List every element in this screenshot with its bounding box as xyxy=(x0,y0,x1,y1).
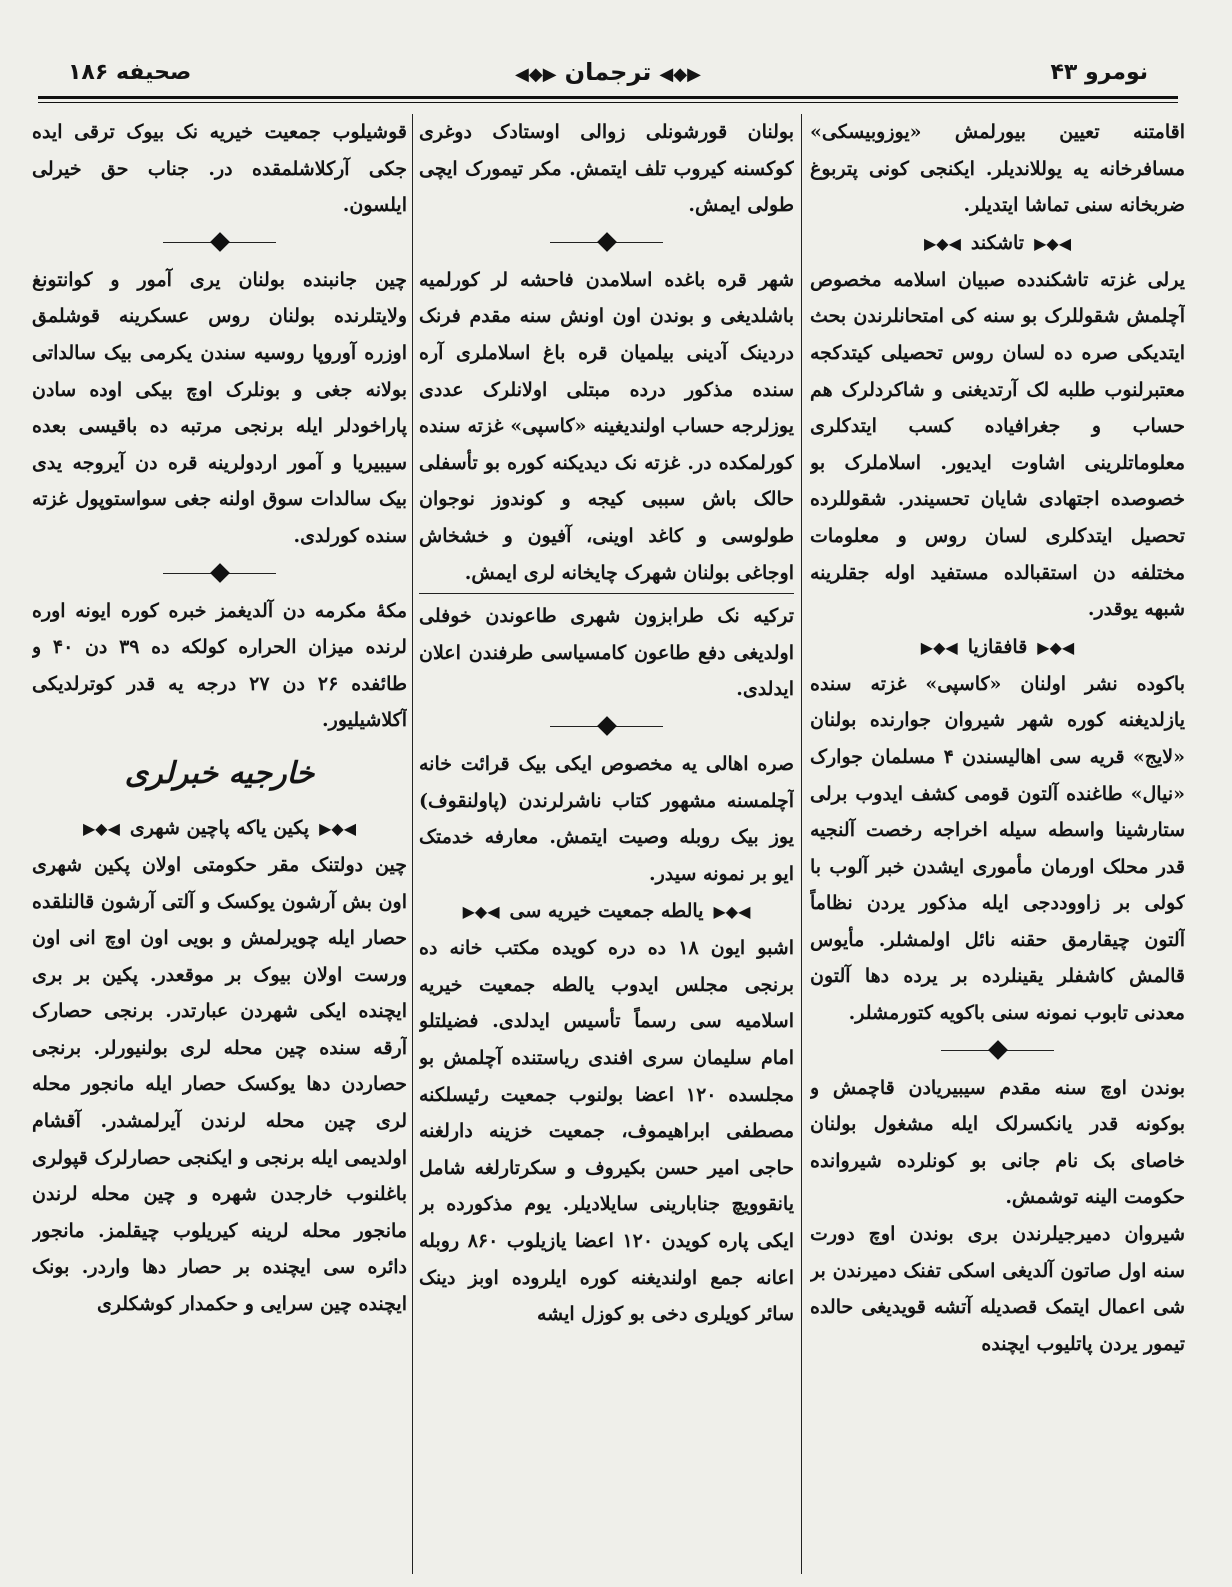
section-heading-text: قافقازیا xyxy=(967,635,1028,658)
column-right xyxy=(810,114,1185,1574)
article-paragraph: اقامتنه تعیین بیورلمش «یوزوبیسکی» مسافرخانه یه یوللاندیلر. ایکنجی کونی پتربوغ ضربخانه سنی تماشا ایتدیلر. xyxy=(810,121,1185,217)
page-number: صحیفه ۱۸۶ xyxy=(68,60,192,85)
heading-ornament-icon: ▶◆◀ xyxy=(923,233,961,253)
diamond-ornament-icon xyxy=(210,563,230,583)
section-heading-text: یالطه جمعیت خیریه سی xyxy=(509,900,704,923)
newspaper-title-text: ترجمان xyxy=(564,58,652,86)
section-heading xyxy=(810,628,1185,666)
heading-ornament-icon: ▶◆◀ xyxy=(1037,637,1075,657)
article-paragraph: شیروان دمیرجیلرندن بری بوندن اوچ دورت سنه اول صاتون آلدیغی اسکی تفنک دمیرندن بر شی اعمال ایتمک قصدیله آتشه قویدیغی حالده تیمور یردن پاتلیوب ایچنده xyxy=(810,1223,1185,1355)
diamond-ornament-icon xyxy=(597,232,617,252)
article-paragraph: چین دولتنک مقر حکومتی اولان پکین شهری اون بش آرشون یوکسک و آلتی آرشون قالنلقده حصار ایله چویرلمش و بویی اون اوچ انی اون ورست اولان بیوک بر موقعدر. پکین بر بری ایچنده ایکی شهردن عبارتدر. برنجی حصارک آرقه سنده چین محله لری بولنیورلر. برنجی حصاردن دها یوکسک حصار ایله مانجور محله لری چین محله لرندن آیرلمشدر. آقشام اولدیمی ایله برنجی و ایکنجی حصارلرک قپولری باغلنوب خارجدن شهره و چین محله لرندن مانجور محله لرینه کیریلوب چیقلمز. مانجور دائره سی ایچنده بر حصار دها واردر. بونک ایچنده چین سرایی و حکمدار کوشکلری xyxy=(32,853,407,1316)
diamond-ornament-icon xyxy=(210,232,230,252)
section-title: خارجیه خبرلری xyxy=(124,755,315,791)
section-heading-text: پکین یاکه پاچین شهری xyxy=(129,816,310,839)
column-left xyxy=(32,114,407,1574)
column-divider xyxy=(412,114,413,1574)
article-paragraph: بوندن اوچ سنه مقدم سیبیریادن قاچمش و بوکونه قدر یانکسرلک ایله مشغول بولنان خاصای بک نام جانی بو کونلرده شیروانده حکومت الینه توشمش. xyxy=(810,1076,1185,1209)
article-separator xyxy=(419,224,794,262)
page-header xyxy=(38,56,1178,96)
article-paragraph: مکهٔ مکرمه دن آلدیغمز خبره کوره ایونه اوره لرنده میزان الحراره کولکه ده ۳۹ دن ۴۰ و طائفده ۲۶ دن ۲۷ درجه یه قدر کوترلدیکی آکلاشیلیور. xyxy=(32,599,407,732)
diamond-ornament-icon xyxy=(988,1040,1008,1060)
newspaper-title xyxy=(507,58,709,86)
article-paragraph: بولنان قورشونلی زوالی اوستادک دوغری کوکسنه کیروب تلف ایتمش. مکر تیمورک ایچی طولی ایمش. xyxy=(419,121,794,217)
article-separator xyxy=(32,555,407,593)
heading-ornament-icon: ▶◆◀ xyxy=(920,637,958,657)
heading-ornament-icon: ▶◆◀ xyxy=(462,902,500,922)
issue-number: نومرو ۴۳ xyxy=(1050,60,1148,85)
article-paragraph: چین جانبنده بولنان یری آمور و کوانتونغ ولایتلرنده بولنان روس عسکرینه قوشلمق اوزره آوروپا روسیه سندن یکرمی بیک سالداتی بولانه جغی و بونلرک اوچ بیکی اوده سادن پاراخودلر ایله برنجی مرتبه ده باقیسی بعده سیبیریا و آمور اردولرینه قره دن آیروجه یدی بیک سالدات سوق اولنه جغی سواستوپول غزته سنده کورلدی. xyxy=(32,268,407,547)
article-paragraph: یرلی غزته تاشکندده صبیان اسلامه مخصوص آچلمش شقوللرک بو سنه کی امتحانلرندن بحث ایتدیکی صره ده لسان روس تحصیلی کیتدکجه معتبرلنوب طلبه لک آرتدیغنی و شاکردلرک هم حساب و جغرافیاده کسب ایتدکلری معلوماتلرینی اشاوت ایدیور. اسلاملرک بو خصوصده اجتهادی شایان تحسیندر. شقوللرده تحصیل ایتدکلری لسان روس و معلومات مختلفه دن استقبالده مستفید اوله جقلرینه شبهه یوقدر. xyxy=(810,268,1185,621)
section-rule xyxy=(419,593,794,594)
article-paragraph: باکوده نشر اولنان «کاسپی» غزته سنده یازلدیغنه کوره شهر شیروان جوارنده بولنان «لایج» قریه سی اهالیسندن ۴ مسلمان جوارک «نیال» طاغنده آلتون قومی کشف ایدوب برلی ستارشینا واسطه سیله اخراجه رخصت آلنجیه قدر محلک اورمان مأموری ایشدن خبر آلوب با کولی بر زاووددجی ایله مذکور یردن نظاماً آلتون چیقارمق حقنه نائل اولمشلر. مأیوس قالمش کاشفلر یقینلرده بر یرده دها آلتون معدنی تابوب نمونه سنی باکویه کتورمشلر. xyxy=(810,672,1185,1025)
section-heading xyxy=(32,809,407,847)
diamond-ornament-icon xyxy=(597,716,617,736)
heading-ornament-icon: ▶◆◀ xyxy=(82,818,120,838)
heading-ornament-icon: ▶◆◀ xyxy=(319,818,357,838)
ornament-icon: ◀◆▶ xyxy=(515,64,557,85)
column-middle xyxy=(419,114,794,1574)
heading-ornament-icon: ▶◆◀ xyxy=(713,902,751,922)
article-paragraph: قوشیلوب جمعیت خیریه نک بیوک ترقی ایده جکی آرکلاشلمقده در. جناب حق خیرلی ایلسون. xyxy=(32,121,407,217)
header-rule xyxy=(38,96,1178,99)
ornament-icon: ◀◆▶ xyxy=(659,64,701,85)
section-heading xyxy=(810,224,1185,262)
heading-ornament-icon: ▶◆◀ xyxy=(1034,233,1072,253)
article-paragraph: شهر قره باغده اسلامدن فاحشه لر کورلمیه باشلدیغی و بوندن اون اونش سنه مقدم فرنک دردینک آدینی بیلمیان قره باغ اسلاملری آره سنده مذکور درده مبتلی اولانلرک عددی یوزلرجه حساب اولندیغینه «کاسپی» غزته سنده کورلمکده در. غزته نک دیدیکنه کوره بو تأسفلی حالک باش سببی کیجه و کوندوز نوجوان طولوسی و کاغد اوینی، آفیون و خشخاش اوجاغی بولنان شهرک چایخانه لری ایمش. xyxy=(419,268,794,584)
header-rule-thin xyxy=(38,102,1178,103)
section-heading-text: تاشکند xyxy=(970,231,1025,254)
column-divider xyxy=(801,114,802,1574)
article-separator xyxy=(32,224,407,262)
article-paragraph: ترکیه نک طرابزون شهری طاعوندن خوفلی اولدیغی دفع طاعون کامسیاسی طرفندن اعلان ایدلدی. xyxy=(419,605,794,701)
article-paragraph: صره اهالی یه مخصوص ایکی بیک قرائت خانه آچلمسنه مشهور کتاب ناشرلرندن (پاولنقوف) یوز بیک روبله وصیت ایتمش. معارفه خدمتک ایو بر نمونه سیدر. xyxy=(419,752,794,885)
section-heading xyxy=(419,892,794,930)
article-paragraph: اشبو ایون ۱۸ ده دره کویده مکتب خانه ده برنجی مجلس ایدوب یالطه جمعیت خیریه اسلامیه سی رسماً تأسیس ایدلدی. فضیلتلو امام سلیمان سری افندی ریاستنده آچلمش بو مجلسده ۱۲۰ اعضا بولنوب جمعیت رئیسلکنه مصطفی ابراهیموف، جمعیت خزینه دارلغنه حاجی امیر حسن بکیروف و سکرتارلغه شامل یانقوویچ جنابارینی سایلادیلر. یوم مذکورده بر ایکی پاره کویدن ۱۲۰ اعضا یازیلوب ۸۶۰ روبله اعانه جمع اولندیغنه کوره ایلروده اوبز دینک سائر کویلری دخی بو کوزل ایشه xyxy=(419,937,794,1326)
article-separator xyxy=(419,708,794,746)
article-separator xyxy=(810,1032,1185,1070)
